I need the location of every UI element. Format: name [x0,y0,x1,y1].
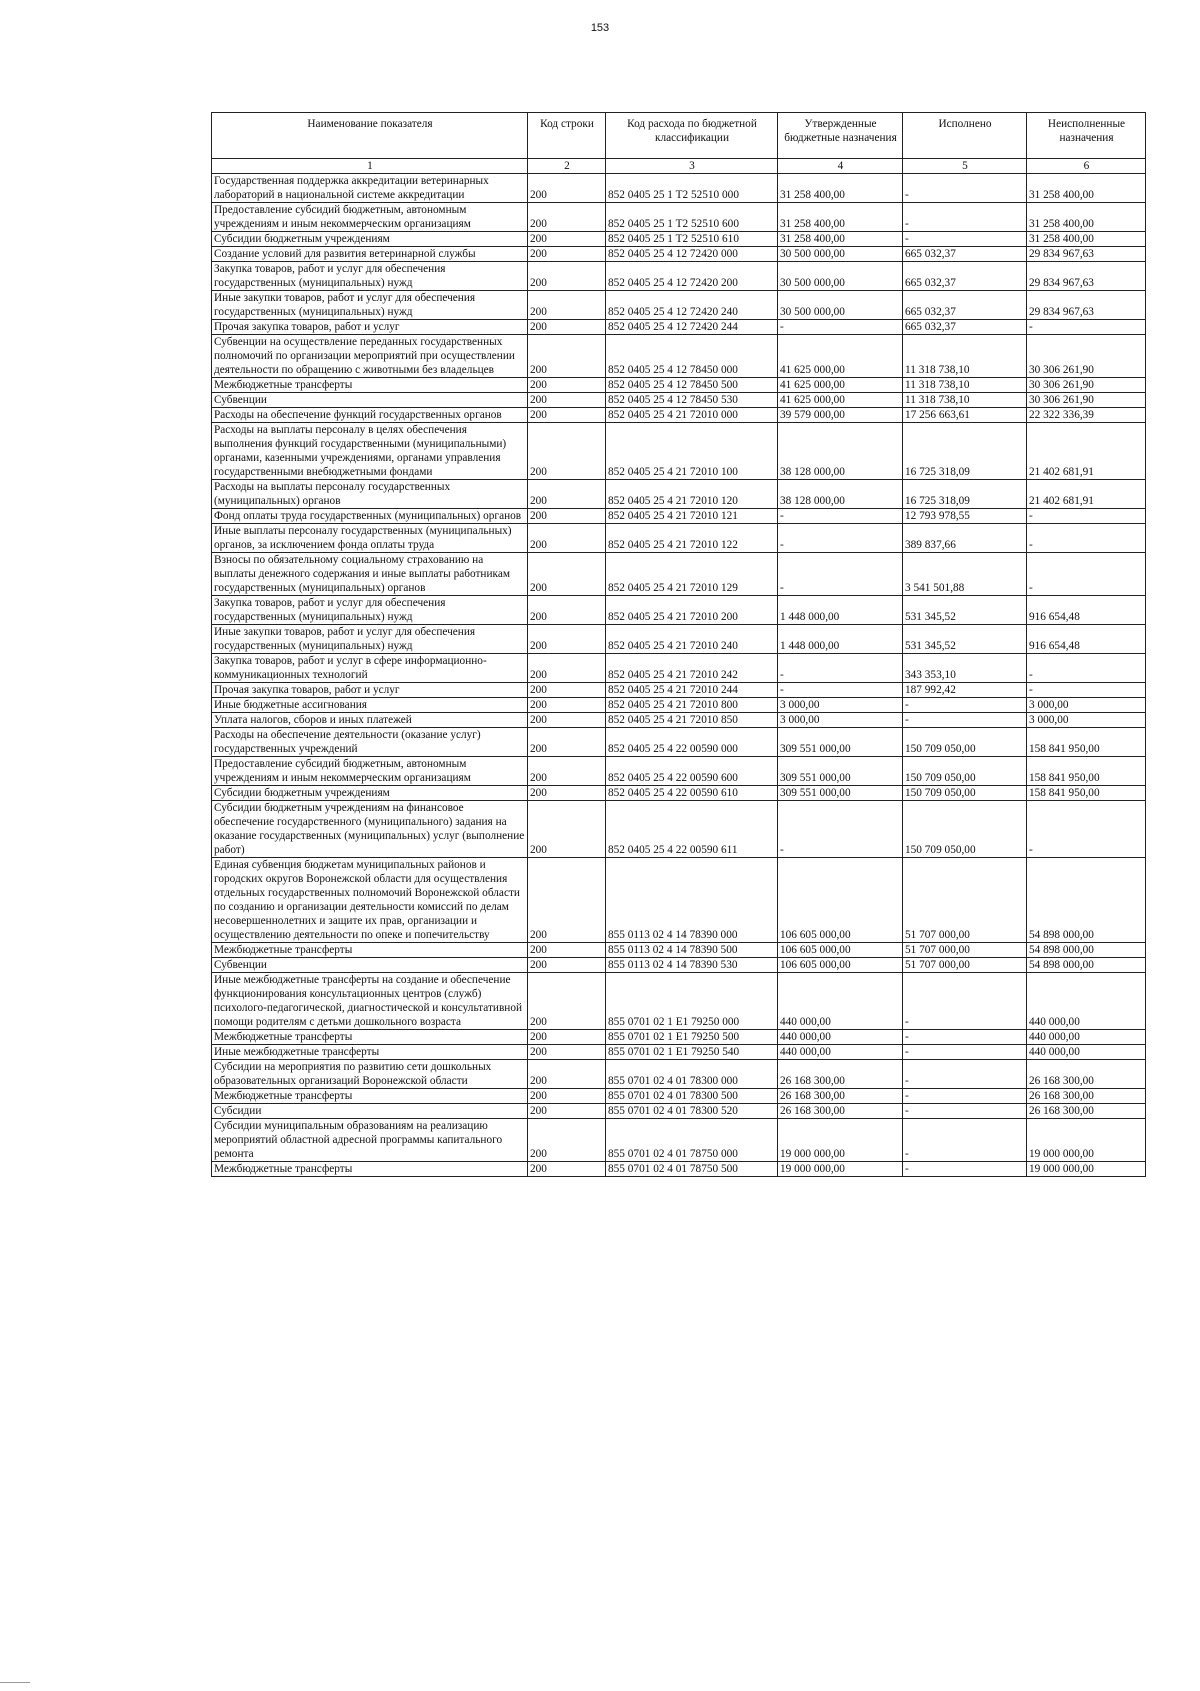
row-expense-code: 852 0405 25 4 12 78450 500 [606,378,778,393]
row-approved: 106 605 000,00 [778,958,903,973]
row-line-code: 200 [528,320,606,335]
row-executed: - [903,232,1027,247]
row-line-code: 200 [528,423,606,480]
row-expense-code: 852 0405 25 4 21 72010 120 [606,480,778,509]
row-executed: - [903,1119,1027,1162]
row-line-code: 200 [528,1104,606,1119]
row-unexecuted: 26 168 300,00 [1027,1104,1146,1119]
row-line-code: 200 [528,203,606,232]
row-unexecuted: 3 000,00 [1027,713,1146,728]
row-expense-code: 855 0701 02 4 01 78750 500 [606,1162,778,1177]
table-row [212,232,1146,247]
row-approved: 39 579 000,00 [778,408,903,423]
row-executed: 17 256 663,61 [903,408,1027,423]
table-row [212,698,1146,713]
table-row [212,786,1146,801]
row-line-code: 200 [528,596,606,625]
row-name: Иные бюджетные ассигнования [212,698,528,713]
table-row [212,958,1146,973]
row-expense-code: 852 0405 25 4 21 72010 121 [606,509,778,524]
row-line-code: 200 [528,973,606,1030]
table-row [212,713,1146,728]
row-unexecuted: - [1027,683,1146,698]
row-executed: 3 541 501,88 [903,553,1027,596]
row-unexecuted: 916 654,48 [1027,625,1146,654]
row-line-code: 200 [528,728,606,757]
row-expense-code: 852 0405 25 4 21 72010 850 [606,713,778,728]
table-row [212,423,1146,480]
row-executed: 389 837,66 [903,524,1027,553]
row-unexecuted: 54 898 000,00 [1027,858,1146,943]
column-number-row [212,159,1146,174]
row-expense-code: 855 0701 02 1 E1 79250 540 [606,1045,778,1060]
row-line-code: 200 [528,232,606,247]
row-line-code: 200 [528,553,606,596]
table-row [212,524,1146,553]
row-line-code: 200 [528,291,606,320]
header-name: Наименование показателя [212,113,528,159]
header-row [212,113,1146,159]
row-expense-code: 852 0405 25 1 T2 52510 000 [606,174,778,203]
row-executed: 150 709 050,00 [903,786,1027,801]
row-line-code: 200 [528,335,606,378]
table-row [212,596,1146,625]
row-unexecuted: 54 898 000,00 [1027,958,1146,973]
row-expense-code: 852 0405 25 4 21 72010 244 [606,683,778,698]
row-expense-code: 852 0405 25 4 12 78450 000 [606,335,778,378]
row-approved: 41 625 000,00 [778,393,903,408]
row-unexecuted: 31 258 400,00 [1027,232,1146,247]
row-approved: 106 605 000,00 [778,858,903,943]
row-approved: 26 168 300,00 [778,1104,903,1119]
row-executed: - [903,174,1027,203]
table-row [212,801,1146,858]
row-line-code: 200 [528,262,606,291]
row-unexecuted: 29 834 967,63 [1027,291,1146,320]
row-approved: - [778,509,903,524]
row-executed: 665 032,37 [903,291,1027,320]
table-row [212,553,1146,596]
row-line-code: 200 [528,801,606,858]
row-approved: 1 448 000,00 [778,625,903,654]
col-number: 5 [903,159,1027,174]
row-name: Иные межбюджетные трансферты [212,1045,528,1060]
row-executed: 150 709 050,00 [903,728,1027,757]
row-executed: - [903,713,1027,728]
row-expense-code: 852 0405 25 4 12 78450 530 [606,393,778,408]
row-name: Субсидии бюджетным учреждениям [212,786,528,801]
row-executed: 187 992,42 [903,683,1027,698]
row-line-code: 200 [528,625,606,654]
row-name: Единая субвенция бюджетам муниципальных районов и городских округов Воронежской области для осуществления отдельных государственных полномочий Воронежской области по созданию и организации деятельности комиссий по делам несовершеннолетних и защите их прав, организации и осуществлению деятельности по опеке и попечительству [212,858,528,943]
table-row [212,1104,1146,1119]
row-expense-code: 852 0405 25 4 21 72010 122 [606,524,778,553]
row-name: Субсидии на мероприятия по развитию сети дошкольных образовательных организаций Воронежской области [212,1060,528,1089]
row-unexecuted: - [1027,801,1146,858]
row-expense-code: 855 0701 02 4 01 78300 000 [606,1060,778,1089]
row-executed: - [903,698,1027,713]
row-executed: - [903,973,1027,1030]
row-unexecuted: 54 898 000,00 [1027,943,1146,958]
row-name: Субвенции на осуществление переданных государственных полномочий по организации мероприятий при осуществлении деятельности по обращению с животными без владельцев [212,335,528,378]
row-line-code: 200 [528,958,606,973]
row-name: Расходы на обеспечение функций государственных органов [212,408,528,423]
col-number: 1 [212,159,528,174]
row-line-code: 200 [528,393,606,408]
row-expense-code: 852 0405 25 4 21 72010 242 [606,654,778,683]
row-line-code: 200 [528,1060,606,1089]
row-name: Межбюджетные трансферты [212,1030,528,1045]
row-approved: 1 448 000,00 [778,596,903,625]
row-expense-code: 852 0405 25 4 21 72010 240 [606,625,778,654]
row-approved: - [778,683,903,698]
row-unexecuted: 158 841 950,00 [1027,786,1146,801]
row-unexecuted: 158 841 950,00 [1027,757,1146,786]
row-expense-code: 852 0405 25 4 22 00590 610 [606,786,778,801]
row-executed: 12 793 978,55 [903,509,1027,524]
row-executed: 11 318 738,10 [903,393,1027,408]
row-name: Субсидии [212,1104,528,1119]
table-row [212,378,1146,393]
col-number: 4 [778,159,903,174]
row-unexecuted: 19 000 000,00 [1027,1162,1146,1177]
table-row [212,1119,1146,1162]
row-name: Межбюджетные трансферты [212,943,528,958]
row-approved: 3 000,00 [778,713,903,728]
row-approved: 41 625 000,00 [778,335,903,378]
row-executed: 665 032,37 [903,320,1027,335]
row-line-code: 200 [528,1162,606,1177]
col-number: 6 [1027,159,1146,174]
row-unexecuted: 29 834 967,63 [1027,247,1146,262]
row-approved: - [778,801,903,858]
table-row [212,728,1146,757]
row-approved: 30 500 000,00 [778,291,903,320]
row-name: Межбюджетные трансферты [212,1162,528,1177]
row-executed: 51 707 000,00 [903,943,1027,958]
row-executed: 16 725 318,09 [903,480,1027,509]
row-approved: 309 551 000,00 [778,786,903,801]
row-approved: 31 258 400,00 [778,203,903,232]
row-line-code: 200 [528,1045,606,1060]
row-unexecuted: 26 168 300,00 [1027,1089,1146,1104]
row-expense-code: 855 0701 02 1 E1 79250 500 [606,1030,778,1045]
row-unexecuted: 31 258 400,00 [1027,174,1146,203]
table-row [212,262,1146,291]
row-approved: 440 000,00 [778,1030,903,1045]
row-approved: 19 000 000,00 [778,1119,903,1162]
row-name: Межбюджетные трансферты [212,1089,528,1104]
row-name: Уплата налогов, сборов и иных платежей [212,713,528,728]
row-approved: - [778,654,903,683]
row-approved: 41 625 000,00 [778,378,903,393]
row-expense-code: 852 0405 25 1 T2 52510 610 [606,232,778,247]
row-expense-code: 852 0405 25 4 21 72010 800 [606,698,778,713]
row-name: Расходы на обеспечение деятельности (оказание услуг) государственных учреждений [212,728,528,757]
row-line-code: 200 [528,174,606,203]
header-unexecuted: Неисполненные назначения [1027,113,1146,159]
row-expense-code: 852 0405 25 4 22 00590 611 [606,801,778,858]
header-line-code: Код строки [528,113,606,159]
row-approved: 26 168 300,00 [778,1089,903,1104]
row-executed: 665 032,37 [903,247,1027,262]
row-approved: 38 128 000,00 [778,423,903,480]
table-row [212,973,1146,1030]
row-line-code: 200 [528,943,606,958]
row-executed: 150 709 050,00 [903,757,1027,786]
row-approved: 3 000,00 [778,698,903,713]
row-expense-code: 855 0113 02 4 14 78390 000 [606,858,778,943]
row-expense-code: 855 0701 02 4 01 78750 000 [606,1119,778,1162]
row-approved: 38 128 000,00 [778,480,903,509]
row-name: Субсидии бюджетным учреждениям на финансовое обеспечение государственного (муниципального) задания на оказание государственных (муниципальных) услуг (выполнение работ) [212,801,528,858]
table-row [212,683,1146,698]
table-row [212,1060,1146,1089]
row-name: Субсидии муниципальным образованиям на реализацию мероприятий областной адресной программы капитального ремонта [212,1119,528,1162]
row-executed: 531 345,52 [903,596,1027,625]
row-unexecuted: 440 000,00 [1027,1030,1146,1045]
table-row [212,757,1146,786]
row-expense-code: 852 0405 25 4 21 72010 200 [606,596,778,625]
row-approved: 440 000,00 [778,1045,903,1060]
row-line-code: 200 [528,1119,606,1162]
row-line-code: 200 [528,408,606,423]
row-approved: 31 258 400,00 [778,174,903,203]
table-row [212,480,1146,509]
row-unexecuted: 440 000,00 [1027,1045,1146,1060]
row-executed: 51 707 000,00 [903,958,1027,973]
row-line-code: 200 [528,480,606,509]
row-approved: 26 168 300,00 [778,1060,903,1089]
table-row [212,320,1146,335]
table-row [212,1030,1146,1045]
table-body [212,174,1146,1177]
row-line-code: 200 [528,698,606,713]
row-name: Иные выплаты персоналу государственных (муниципальных) органов, за исключением фонда оплаты труда [212,524,528,553]
row-unexecuted: - [1027,524,1146,553]
row-approved: 31 258 400,00 [778,232,903,247]
row-executed: - [903,203,1027,232]
row-name: Фонд оплаты труда государственных (муниципальных) органов [212,509,528,524]
row-line-code: 200 [528,654,606,683]
row-name: Расходы на выплаты персоналу в целях обеспечения выполнения функций государственными (муниципальными) органами, казенными учреждениями, органами управления государственными внебюджетными фондами [212,423,528,480]
row-line-code: 200 [528,247,606,262]
row-line-code: 200 [528,524,606,553]
row-expense-code: 855 0113 02 4 14 78390 530 [606,958,778,973]
table-row [212,1162,1146,1177]
row-unexecuted: 30 306 261,90 [1027,378,1146,393]
row-executed: 343 353,10 [903,654,1027,683]
table-row [212,509,1146,524]
table-row [212,291,1146,320]
row-name: Расходы на выплаты персоналу государственных (муниципальных) органов [212,480,528,509]
row-name: Создание условий для развития ветеринарной службы [212,247,528,262]
row-approved: 309 551 000,00 [778,728,903,757]
header-approved: Утвержденные бюджетные назначения [778,113,903,159]
row-unexecuted: 440 000,00 [1027,973,1146,1030]
row-executed: 665 032,37 [903,262,1027,291]
row-executed: 16 725 318,09 [903,423,1027,480]
row-name: Взносы по обязательному социальному страхованию на выплаты денежного содержания и иные выплаты работникам государственных (муниципальных) органов [212,553,528,596]
table-row [212,408,1146,423]
row-line-code: 200 [528,757,606,786]
row-approved: - [778,524,903,553]
page-number: 153 [590,22,610,34]
col-number: 3 [606,159,778,174]
table-row [212,203,1146,232]
row-executed: - [903,1162,1027,1177]
row-expense-code: 855 0701 02 4 01 78300 500 [606,1089,778,1104]
row-executed: - [903,1030,1027,1045]
row-line-code: 200 [528,713,606,728]
row-unexecuted: 22 322 336,39 [1027,408,1146,423]
row-unexecuted: 158 841 950,00 [1027,728,1146,757]
row-name: Предоставление субсидий бюджетным, автономным учреждениям и иным некоммерческим организациям [212,203,528,232]
row-expense-code: 852 0405 25 1 T2 52510 600 [606,203,778,232]
row-executed: 11 318 738,10 [903,335,1027,378]
row-line-code: 200 [528,378,606,393]
table-row [212,393,1146,408]
header-executed: Исполнено [903,113,1027,159]
row-name: Государственная поддержка аккредитации ветеринарных лабораторий в национальной системе аккредитации [212,174,528,203]
row-expense-code: 852 0405 25 4 12 72420 200 [606,262,778,291]
row-name: Закупка товаров, работ и услуг в сфере информационно-коммуникационных технологий [212,654,528,683]
row-expense-code: 852 0405 25 4 21 72010 129 [606,553,778,596]
row-unexecuted: 30 306 261,90 [1027,335,1146,378]
table-row [212,654,1146,683]
row-executed: 51 707 000,00 [903,858,1027,943]
row-expense-code: 852 0405 25 4 12 72420 240 [606,291,778,320]
row-name: Иные закупки товаров, работ и услуг для обеспечения государственных (муниципальных) нужд [212,291,528,320]
row-expense-code: 852 0405 25 4 21 72010 000 [606,408,778,423]
row-line-code: 200 [528,683,606,698]
row-name: Межбюджетные трансферты [212,378,528,393]
row-expense-code: 852 0405 25 4 21 72010 100 [606,423,778,480]
row-expense-code: 855 0113 02 4 14 78390 500 [606,943,778,958]
row-expense-code: 852 0405 25 4 22 00590 000 [606,728,778,757]
row-unexecuted: - [1027,320,1146,335]
row-name: Субсидии бюджетным учреждениям [212,232,528,247]
row-unexecuted: 30 306 261,90 [1027,393,1146,408]
col-number: 2 [528,159,606,174]
row-name: Иные межбюджетные трансферты на создание и обеспечение функционирования консультационных центров (служб) психолого-педагогической, диагностической и консультативной помощи родителям с детьми дошкольного возраста [212,973,528,1030]
row-executed: 531 345,52 [903,625,1027,654]
row-approved: 30 500 000,00 [778,247,903,262]
row-approved: 30 500 000,00 [778,262,903,291]
table-row [212,1045,1146,1060]
row-executed: - [903,1045,1027,1060]
row-unexecuted: 29 834 967,63 [1027,262,1146,291]
row-executed: 150 709 050,00 [903,801,1027,858]
row-name: Субвенции [212,393,528,408]
row-unexecuted: 19 000 000,00 [1027,1119,1146,1162]
row-approved: - [778,553,903,596]
row-executed: - [903,1060,1027,1089]
row-executed: - [903,1104,1027,1119]
row-approved: - [778,320,903,335]
row-name: Предоставление субсидий бюджетным, автономным учреждениям и иным некоммерческим организациям [212,757,528,786]
row-unexecuted: 21 402 681,91 [1027,480,1146,509]
row-name: Иные закупки товаров, работ и услуг для обеспечения государственных (муниципальных) нужд [212,625,528,654]
row-approved: 106 605 000,00 [778,943,903,958]
row-line-code: 200 [528,1030,606,1045]
row-unexecuted: 21 402 681,91 [1027,423,1146,480]
row-line-code: 200 [528,509,606,524]
row-line-code: 200 [528,858,606,943]
row-expense-code: 852 0405 25 4 22 00590 600 [606,757,778,786]
scan-edge-mark [0,1682,30,1691]
table-row [212,335,1146,378]
table-row [212,943,1146,958]
table-row [212,174,1146,203]
row-unexecuted: 3 000,00 [1027,698,1146,713]
row-unexecuted: - [1027,509,1146,524]
row-name: Субвенции [212,958,528,973]
row-approved: 309 551 000,00 [778,757,903,786]
row-name: Закупка товаров, работ и услуг для обеспечения государственных (муниципальных) нужд [212,596,528,625]
row-approved: 440 000,00 [778,973,903,1030]
row-line-code: 200 [528,786,606,801]
table-row [212,1089,1146,1104]
row-expense-code: 852 0405 25 4 12 72420 000 [606,247,778,262]
row-unexecuted: 26 168 300,00 [1027,1060,1146,1089]
row-line-code: 200 [528,1089,606,1104]
table-row [212,858,1146,943]
row-unexecuted: 31 258 400,00 [1027,203,1146,232]
table-row [212,247,1146,262]
header-expense-code: Код расхода по бюджетной классификации [606,113,778,159]
row-executed: - [903,1089,1027,1104]
row-expense-code: 855 0701 02 1 E1 79250 000 [606,973,778,1030]
row-expense-code: 852 0405 25 4 12 72420 244 [606,320,778,335]
row-name: Прочая закупка товаров, работ и услуг [212,320,528,335]
budget-execution-table [211,112,1146,1177]
row-executed: 11 318 738,10 [903,378,1027,393]
row-expense-code: 855 0701 02 4 01 78300 520 [606,1104,778,1119]
row-approved: 19 000 000,00 [778,1162,903,1177]
row-name: Закупка товаров, работ и услуг для обеспечения государственных (муниципальных) нужд [212,262,528,291]
row-unexecuted: - [1027,553,1146,596]
row-unexecuted: 916 654,48 [1027,596,1146,625]
row-name: Прочая закупка товаров, работ и услуг [212,683,528,698]
row-unexecuted: - [1027,654,1146,683]
table-row [212,625,1146,654]
